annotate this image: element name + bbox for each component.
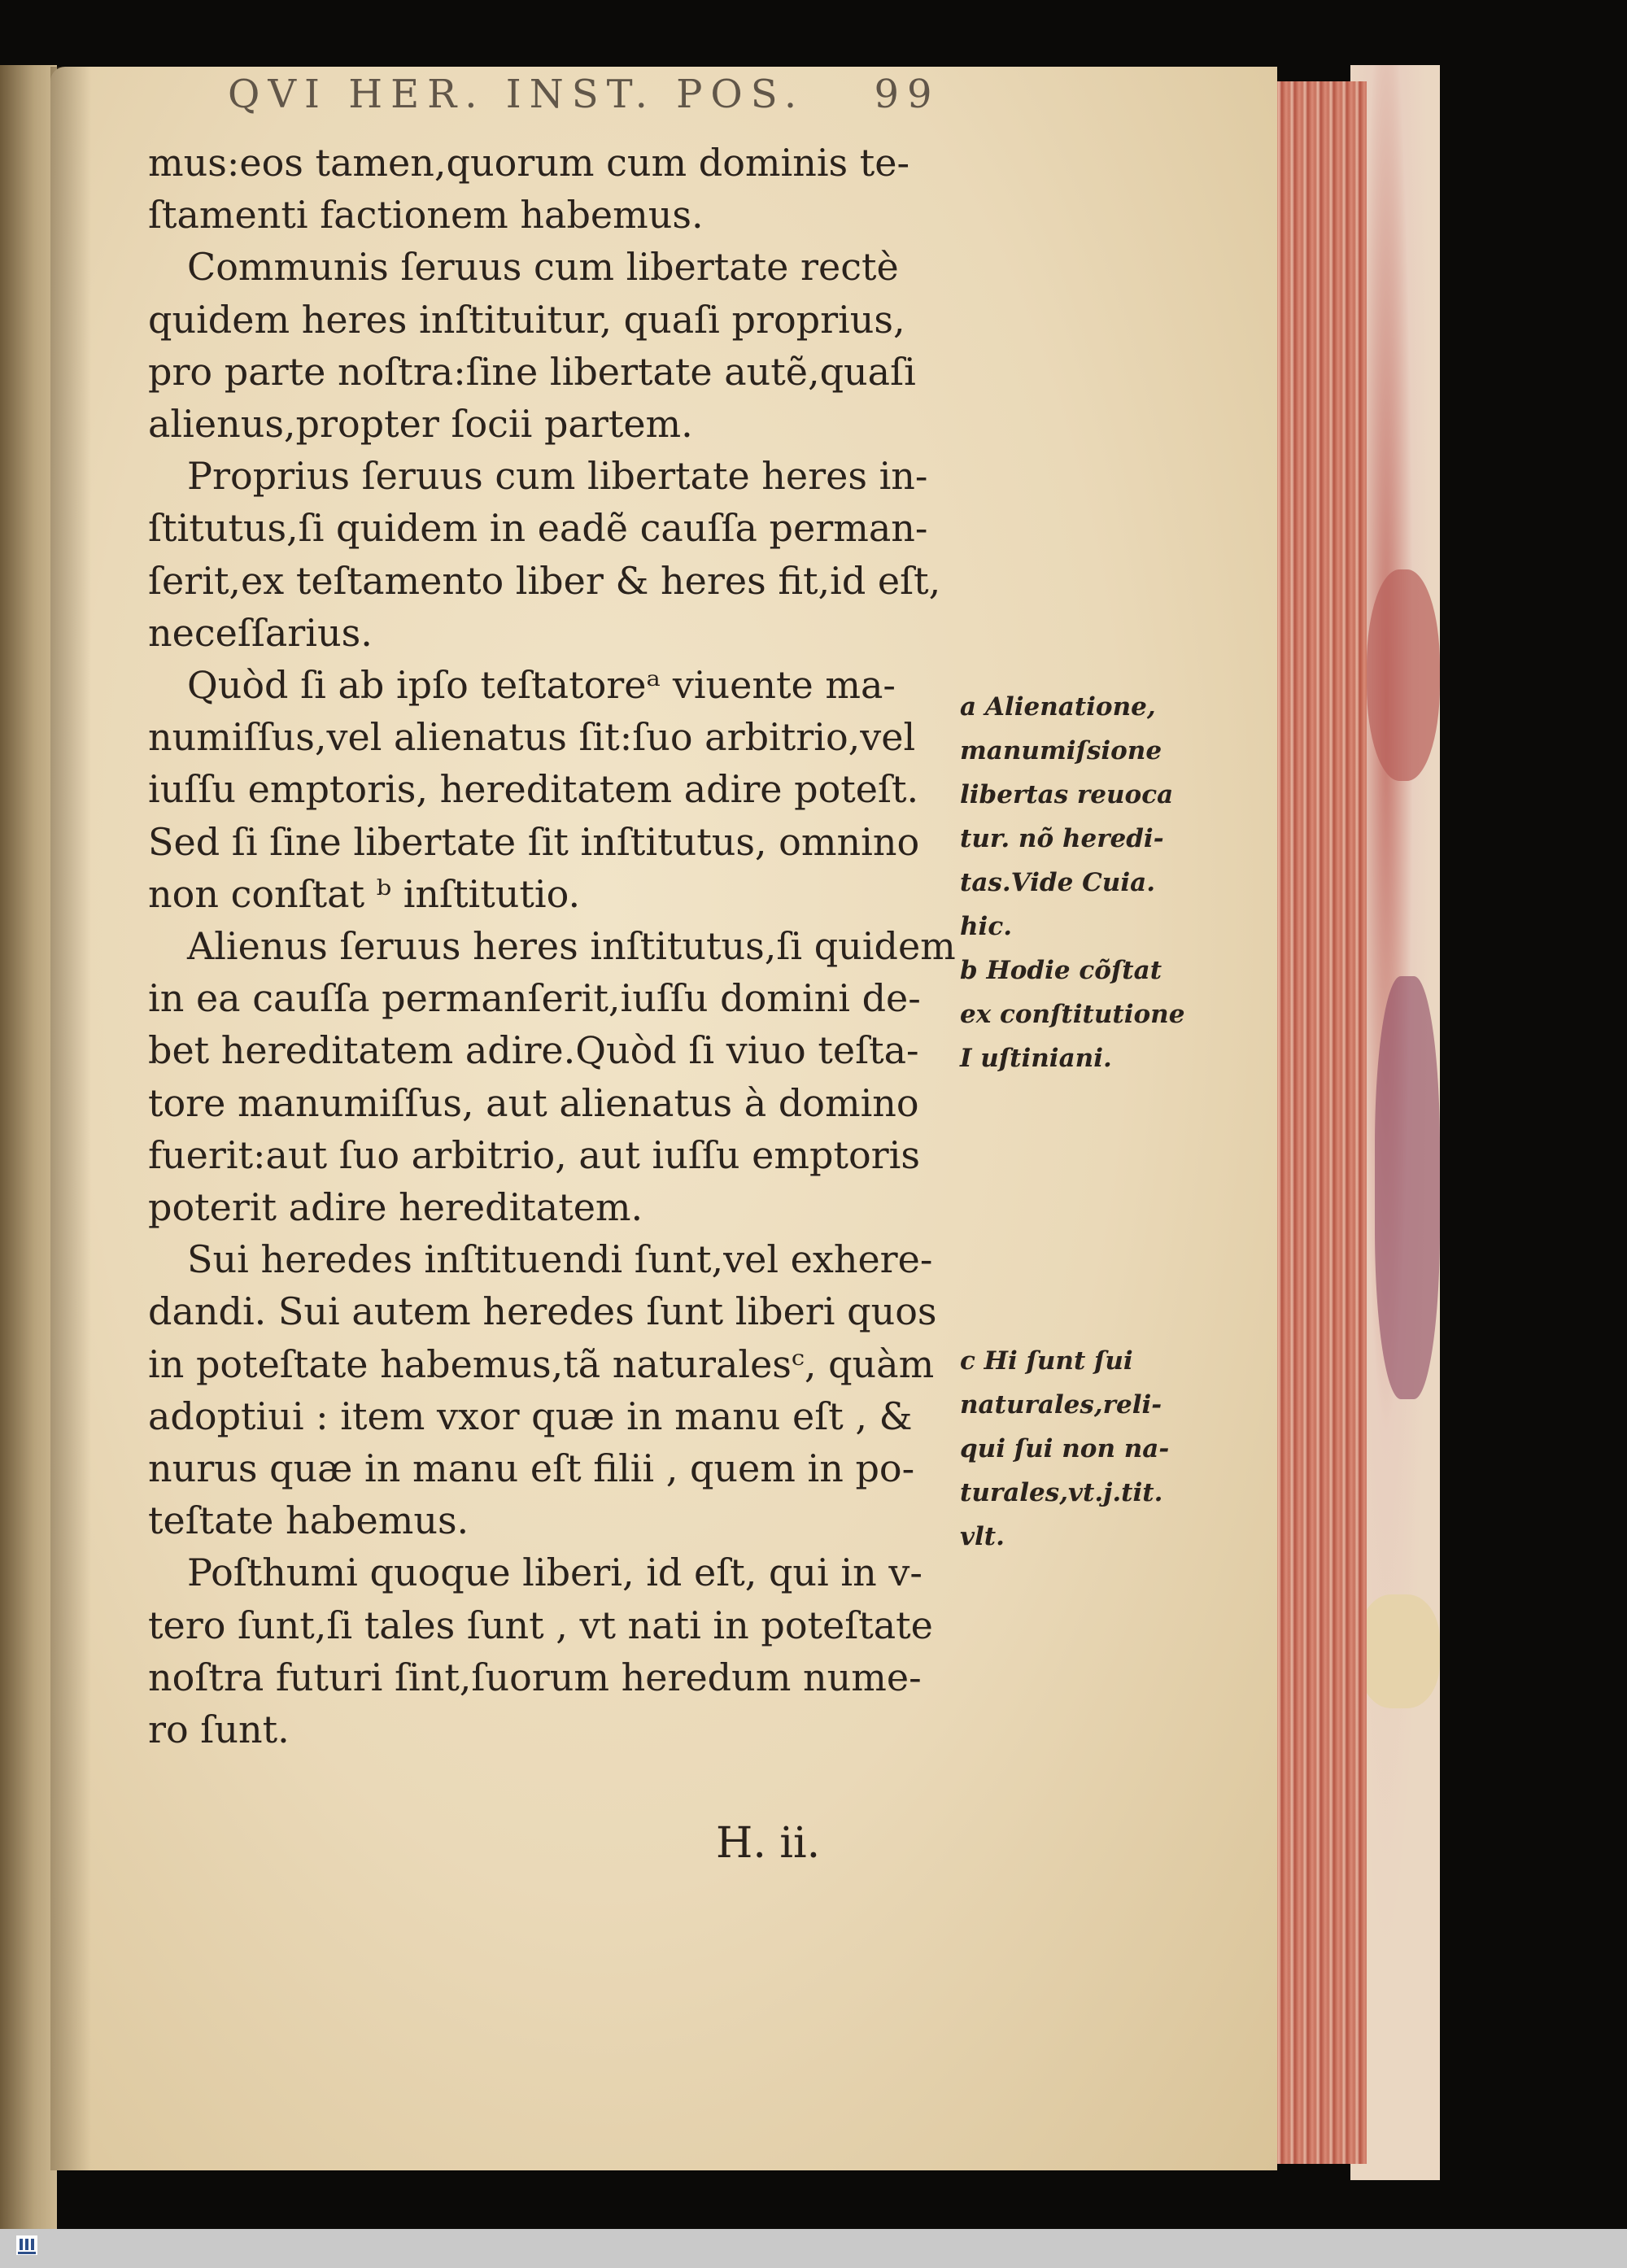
text-line: Sui heredes inſtituendi ſunt,vel exhere- — [187, 1237, 933, 1282]
text-line: nurus quæ in manu eſt filii , quem in po- — [148, 1446, 915, 1491]
main-text-block — [148, 137, 978, 1756]
text-line: tore manumiſſus, aut alienatus à domino — [148, 1080, 919, 1125]
text-line: Poſthumi quoque liberi, id eſt, qui in v- — [187, 1551, 923, 1595]
marginal-note-c — [960, 1339, 1237, 1559]
text-line: ſtitutus,ſi quidem in eadẽ cauſſa perman- — [148, 506, 928, 551]
note-line: vlt. — [960, 1522, 1005, 1551]
text-line: noſtra futuri ſint,ſuorum heredum nume- — [148, 1655, 922, 1699]
note-line: qui ſui non na- — [960, 1434, 1170, 1463]
text-line: neceſſarius. — [148, 610, 373, 655]
text-line: Alienus ſeruus heres inſtitutus,ſi quidem — [187, 924, 956, 969]
red-fore-edge — [1269, 81, 1367, 2164]
text-line: quidem heres inſtituitur, quaſi proprius, — [148, 297, 905, 342]
note-line: a Alienatione, — [960, 692, 1156, 722]
library-logo-icon — [15, 2232, 39, 2261]
text-line: teſtate habemus. — [148, 1498, 469, 1543]
marginal-notes — [960, 685, 1237, 1559]
text-line: tero ſunt,ſi tales ſunt , vt nati in poteſtate — [148, 1603, 933, 1647]
note-line: c Hi ſunt ſui — [960, 1346, 1133, 1376]
text-line: ro ſunt. — [148, 1708, 290, 1752]
text-line: ſerit,ex teſtamento liber & heres fit,id eſt, — [148, 558, 941, 603]
text-line: iuſſu emptoris, hereditatem adire poteſt. — [148, 767, 919, 812]
facing-page-edge — [0, 65, 57, 2229]
text-line: poterit adire hereditatem. — [148, 1185, 643, 1230]
note-line: hic. — [960, 912, 1012, 941]
note-line: libertas reuoca — [960, 780, 1174, 809]
paragraph — [148, 1233, 978, 1546]
note-line: b Hodie cõſtat — [960, 956, 1162, 985]
marbling-blot — [1367, 569, 1440, 781]
text-line: alienus,propter ſocii partem. — [148, 402, 693, 447]
text-line: pro parte noſtra:ſine libertate autẽ,quaſi — [148, 349, 916, 394]
paragraph — [148, 1546, 978, 1756]
marbling-blot — [1375, 976, 1440, 1399]
text-line: in ea cauſſa permanſerit,iuſſu domini de- — [148, 976, 921, 1021]
paragraph — [148, 920, 978, 1233]
text-line: fuerit:aut ſuo arbitrio, aut iuſſu emptoris — [148, 1132, 920, 1177]
text-line: Sed ſi ſine libertate ſit inſtitutus, omnino — [148, 819, 920, 864]
paragraph — [148, 137, 978, 241]
note-line: manumiſsione — [960, 736, 1162, 765]
note-line: turales,vt.j.tit. — [960, 1478, 1163, 1507]
text-line: adoptiui : item vxor quæ in manu eſt , & — [148, 1394, 913, 1438]
marginal-note-a — [960, 685, 1237, 949]
paragraph — [148, 450, 978, 659]
note-line: tas.Vide Cuia. — [960, 868, 1155, 897]
text-line: non conſtat ᵇ inſtitutio. — [148, 871, 581, 916]
text-line: Communis ſeruus cum libertate rectè — [187, 245, 899, 290]
signature-mark: H. ii. — [716, 1819, 821, 1868]
viewer-footer-bar — [0, 2229, 1627, 2268]
paragraph — [148, 241, 978, 450]
note-line: tur. nõ heredi- — [960, 824, 1164, 853]
text-line: Quòd ſi ab ipſo teſtatoreᵃ viuente ma- — [187, 663, 896, 708]
note-line: ex conſtitutione — [960, 1000, 1185, 1029]
text-line: in poteſtate habemus,tã naturalesᶜ, quàm — [148, 1341, 935, 1386]
spine-shadow — [50, 67, 91, 2170]
page-number: 99 — [874, 72, 940, 117]
running-header — [228, 72, 940, 117]
marginal-note-b — [960, 949, 1237, 1080]
text-line: Proprius ſeruus cum libertate heres in- — [187, 454, 928, 499]
text-line: numiſſus,vel alienatus ſit:ſuo arbitrio,vel — [148, 715, 916, 760]
text-line: ſtamenti factionem habemus. — [148, 193, 704, 238]
note-line: I uſtiniani. — [960, 1044, 1112, 1073]
note-line: naturales,reli- — [960, 1390, 1162, 1420]
text-line: mus:eos tamen,quorum cum dominis te- — [148, 141, 910, 185]
running-header-text: QVI HER. INST. POS. — [228, 72, 805, 117]
paragraph — [148, 659, 978, 920]
text-line: bet hereditatem adire.Quòd ſi viuo teſta- — [148, 1028, 919, 1073]
marbling-blot — [1359, 1594, 1440, 1708]
text-line: dandi. Sui autem heredes ſunt liberi quos — [148, 1289, 937, 1334]
